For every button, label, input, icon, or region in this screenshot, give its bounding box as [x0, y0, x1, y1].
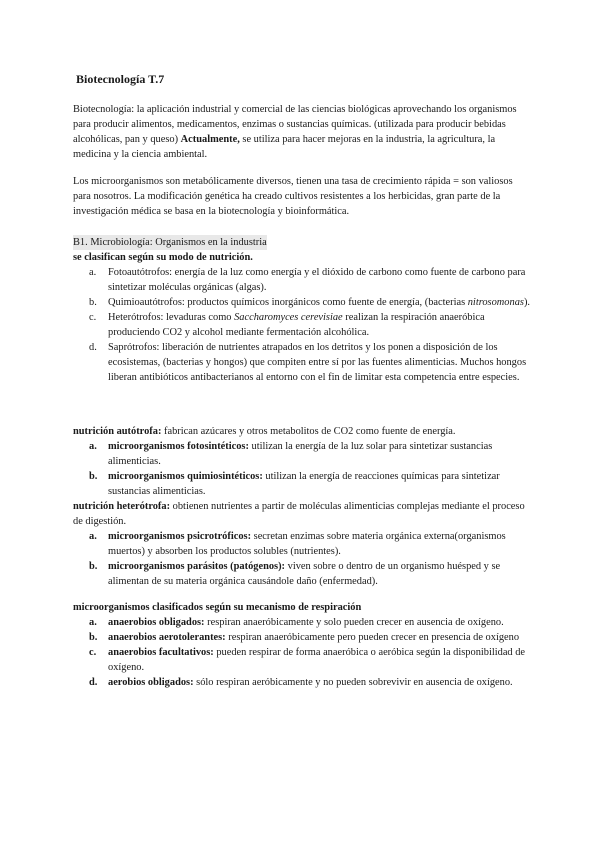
item-text: pueden respirar de forma anaeróbica o aeróbica según la disponibilidad de oxígeno. [108, 647, 526, 673]
item-text: respiran anaeróbicamente pero pueden crecer en presencia de oxígeno [225, 632, 520, 643]
respiration-heading: microorganismos clasificados según su mecanismo de respiración [73, 602, 362, 613]
list-item [73, 675, 533, 690]
item-label: anaerobios aerotolerantes: [108, 632, 226, 643]
list-marker: b. [89, 632, 98, 643]
item-label: microorganismos parásitos (patógenos): [108, 561, 286, 572]
list-item-text: Heterótrofos: levaduras como [108, 312, 235, 323]
list-item [73, 615, 533, 630]
list-marker: b. [89, 471, 98, 482]
list-item [73, 645, 533, 675]
list-marker: a. [89, 617, 97, 628]
section-b1 [73, 235, 533, 385]
list-item-text: Fotoautótrofos: energía de la luz como energía y el dióxido de carbono como fuente de carbono para sintetizar moléculas orgánicas (algas). [108, 267, 526, 293]
item-text: utilizan la energía de la luz solar para sintetizar sustancias alimenticias. [108, 441, 493, 467]
list-item-text: Saprótrofos: liberación de nutrientes atrapados en los detritos y los ponen a disposición de los ecosistemas, (bacterias y hongos) que compiten entre sí por las fuentes alimenticias. Muchos hongos liberan antibióticos antibacterianos al entorno con el fin de limitar esta competencia entre especies. [108, 342, 527, 383]
species-name: Saccharomyces cerevisiae [234, 312, 343, 323]
section-b1-heading: B1. Microbiología: Organismos en la industria [73, 237, 267, 248]
item-label: aerobios obligados: [108, 677, 194, 688]
list-item [73, 295, 533, 310]
item-text: secretan enzimas sobre materia orgánica externa(organismos muertos) y absorben los productos solubles (nutrientes). [108, 531, 506, 557]
microorganisms-paragraph: Los microorganismos son metabólicamente diversos, tienen una tasa de crecimiento rápida = son valiosos para nosotros. La modificación genética ha creado cultivos resistentes a los herbicidas, gran parte de la investigación médica se basa en la biotecnología y bioinformática. [73, 176, 513, 217]
item-label: anaerobios facultativos: [108, 647, 214, 658]
list-marker: a. [89, 267, 97, 278]
list-marker: c. [89, 312, 97, 323]
intro-bold: Actualmente, [180, 134, 240, 145]
intro-lead: Biotecnología: la aplicación industrial y comercial de las ciencias biológicas aprovechando los organismos para producir alimentos, medicamentos, enzimas o sustancias químicas. (utilizada para producir bebidas alcohólicas, pan y queso) [73, 104, 517, 145]
item-label: microorganismos fotosintéticos: [108, 441, 249, 452]
nutrition-mode-heading: se clasifican según su modo de nutrición. [73, 252, 253, 263]
list-item [73, 630, 533, 645]
list-item [73, 439, 533, 469]
item-text: sólo respiran aeróbicamente y no pueden sobrevivir en ausencia de oxígeno. [193, 677, 513, 688]
species-name: nitrosomonas [467, 297, 524, 308]
respiration-list [73, 615, 533, 690]
item-label: anaerobios obligados: [108, 617, 205, 628]
list-marker: d. [89, 677, 98, 688]
autotrophic-text: fabrican azúcares y otros metabolitos de CO2 como fuente de energía. [161, 426, 456, 437]
list-item-text: ). [523, 297, 530, 308]
list-item [73, 529, 533, 559]
list-item [73, 310, 533, 340]
respiration-section [73, 600, 533, 690]
heterotrophic-list [73, 529, 533, 589]
intro-paragraph [73, 102, 533, 162]
list-marker: c. [89, 647, 97, 658]
list-marker: a. [89, 531, 97, 542]
document-title: Biotecnología T.7 [76, 72, 165, 86]
nutrition-mode-list [73, 265, 533, 385]
list-marker: d. [89, 342, 97, 353]
list-item-text: realizan la respiración anaeróbica produciendo CO2 y alcohol mediante fermentación alcohólica. [108, 312, 485, 338]
list-item [73, 559, 533, 589]
nutrition-types [73, 424, 533, 589]
heterotrophic-label: nutrición heterótrofa: [73, 501, 171, 512]
autotrophic-definition [73, 424, 533, 439]
item-label: microorganismos psicrotróficos: [108, 531, 252, 542]
list-item [73, 469, 533, 499]
item-label: microorganismos quimiosintéticos: [108, 471, 263, 482]
list-item [73, 340, 533, 385]
intro-tail: se utiliza para hacer mejoras en la industria, la agricultura, la medicina y la ciencia ambiental. [73, 134, 496, 160]
autotrophic-label: nutrición autótrofa: [73, 426, 162, 437]
list-item [73, 265, 533, 295]
list-marker: a. [89, 441, 97, 452]
list-marker: b. [89, 561, 98, 572]
item-text: viven sobre o dentro de un organismo huésped y se alimentan de su materia orgánica causándole daño (enfermedad). [108, 561, 501, 587]
autotrophic-list [73, 439, 533, 499]
heterotrophic-definition [73, 499, 533, 529]
heterotrophic-text: obtienen nutrientes a partir de moléculas alimenticias complejas mediante el proceso de digestión. [73, 501, 525, 527]
item-text: respiran anaeróbicamente y solo pueden crecer en ausencia de oxígeno. [204, 617, 504, 628]
item-text: utilizan la energía de reacciones químicas para sintetizar sustancias alimenticias. [108, 471, 500, 497]
list-marker: b. [89, 297, 97, 308]
list-item-text: Quimioautótrofos: productos químicos inorgánicos como fuente de energía, (bacterias [108, 297, 468, 308]
